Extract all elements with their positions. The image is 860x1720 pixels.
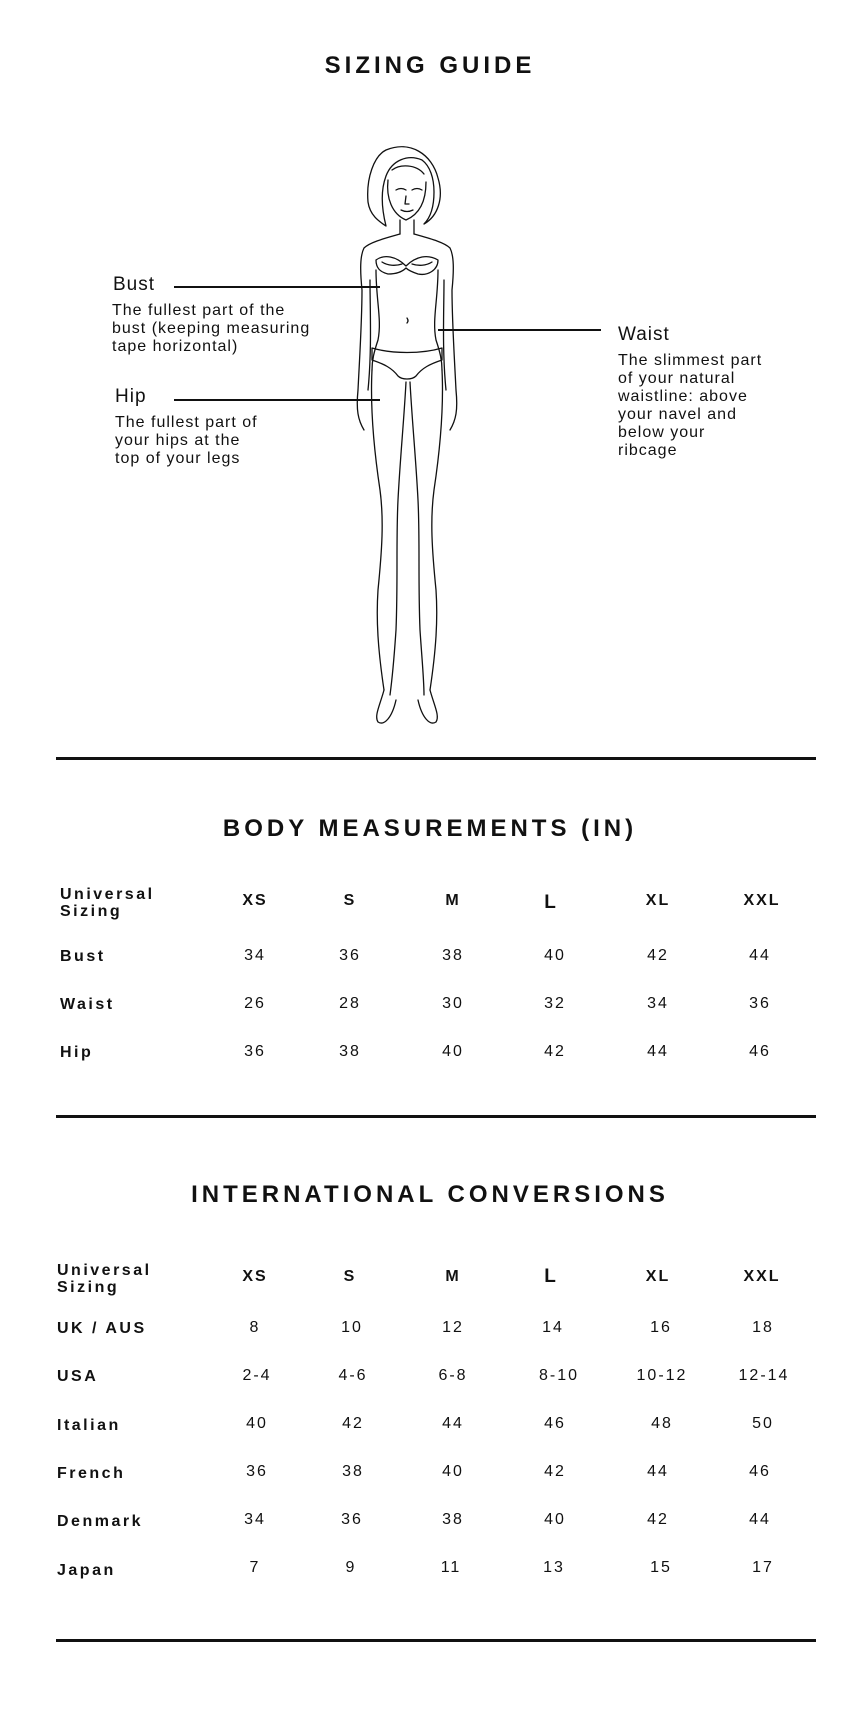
table-cell: 36 <box>749 995 771 1012</box>
table-cell: 38 <box>342 1463 364 1480</box>
table-cell: 12 <box>442 1319 464 1336</box>
table-cell: 48 <box>651 1415 673 1432</box>
table-cell: 34 <box>244 1511 266 1528</box>
table-cell: 50 <box>752 1415 774 1432</box>
waist-description: The slimmest part of your natural waistline: above your navel and below your ribcage <box>618 352 763 459</box>
table-cell: 38 <box>442 947 464 964</box>
table-row-label: UK / AUS <box>57 1320 147 1337</box>
table-cell: 36 <box>244 1043 266 1060</box>
table-cell: 11 <box>440 1559 462 1576</box>
table-cell: 44 <box>647 1463 669 1480</box>
table-cell: 42 <box>342 1415 364 1432</box>
table-cell: 34 <box>647 995 669 1012</box>
table-cell: 40 <box>544 947 566 964</box>
table-cell: 12-14 <box>738 1367 790 1384</box>
table-row-label: Hip <box>60 1044 94 1061</box>
body-measurements-title: BODY MEASUREMENTS (IN) <box>222 815 638 842</box>
size-header: XL <box>645 1268 671 1285</box>
table-cell: 38 <box>442 1511 464 1528</box>
section-divider <box>56 757 816 760</box>
size-header: XS <box>242 1268 268 1285</box>
table-cell: 42 <box>647 947 669 964</box>
hip-description: The fullest part of your hips at the top of your legs <box>115 414 258 467</box>
table-cell: 46 <box>749 1043 771 1060</box>
table-cell: 40 <box>246 1415 268 1432</box>
table-cell: 42 <box>544 1043 566 1060</box>
table-cell: 16 <box>650 1319 672 1336</box>
bust-label: Bust <box>113 274 156 295</box>
size-header: M <box>445 1268 461 1285</box>
size-header: S <box>343 1268 357 1285</box>
table-cell: 46 <box>749 1463 771 1480</box>
table-row-label: Japan <box>57 1562 116 1579</box>
table-cell: 17 <box>752 1559 774 1576</box>
table-cell: 28 <box>339 995 361 1012</box>
table-cell: 42 <box>544 1463 566 1480</box>
bust-leader-line <box>174 286 380 288</box>
hip-label: Hip <box>115 386 147 407</box>
table-row-label: Waist <box>60 996 115 1013</box>
table-cell: 18 <box>752 1319 774 1336</box>
body-figure-illustration <box>330 130 490 735</box>
table-cell: 40 <box>442 1463 464 1480</box>
table-cell: 40 <box>544 1511 566 1528</box>
table-cell: 4-6 <box>338 1367 368 1384</box>
page-title: SIZING GUIDE <box>324 52 536 79</box>
size-header: XXL <box>743 892 781 909</box>
table-cell: 7 <box>249 1559 261 1576</box>
table-cell: 44 <box>749 947 771 964</box>
table-cell: 44 <box>647 1043 669 1060</box>
table-row-label: USA <box>57 1368 99 1385</box>
table-cell: 6-8 <box>438 1367 468 1384</box>
size-header: XL <box>645 892 671 909</box>
table-cell: 36 <box>339 947 361 964</box>
table-cell: 44 <box>442 1415 464 1432</box>
size-header: M <box>445 892 461 909</box>
table-cell: 46 <box>544 1415 566 1432</box>
table-cell: 34 <box>244 947 266 964</box>
international-conversions-title: INTERNATIONAL CONVERSIONS <box>191 1181 669 1208</box>
table-cell: 32 <box>544 995 566 1012</box>
table-cell: 36 <box>341 1511 363 1528</box>
size-header: L <box>544 1266 558 1287</box>
size-header: L <box>544 892 558 913</box>
table-corner-label: Universal Sizing <box>57 1262 152 1296</box>
table-cell: 10 <box>341 1319 363 1336</box>
table-cell: 2-4 <box>242 1367 272 1384</box>
table-corner-label: Universal Sizing <box>60 886 155 920</box>
table-cell: 30 <box>442 995 464 1012</box>
waist-leader-line <box>438 329 601 331</box>
table-cell: 26 <box>244 995 266 1012</box>
table-cell: 38 <box>339 1043 361 1060</box>
table-row-label: Denmark <box>57 1513 143 1530</box>
table-cell: 9 <box>345 1559 357 1576</box>
table-row-label: French <box>57 1465 126 1482</box>
size-header: S <box>343 892 357 909</box>
section-divider <box>56 1639 816 1642</box>
table-cell: 13 <box>543 1559 565 1576</box>
size-header: XS <box>242 892 268 909</box>
bust-description: The fullest part of the bust (keeping measuring tape horizontal) <box>112 302 311 355</box>
table-cell: 15 <box>650 1559 672 1576</box>
section-divider <box>56 1115 816 1118</box>
hip-leader-line <box>174 399 380 401</box>
table-cell: 8-10 <box>538 1367 580 1384</box>
table-cell: 36 <box>246 1463 268 1480</box>
waist-label: Waist <box>618 324 670 345</box>
table-row-label: Bust <box>60 948 106 965</box>
table-cell: 8 <box>249 1319 261 1336</box>
size-header: XXL <box>743 1268 781 1285</box>
table-cell: 44 <box>749 1511 771 1528</box>
table-row-label: Italian <box>57 1417 121 1434</box>
table-cell: 40 <box>442 1043 464 1060</box>
table-cell: 14 <box>542 1319 564 1336</box>
table-cell: 42 <box>647 1511 669 1528</box>
table-cell: 10-12 <box>636 1367 688 1384</box>
